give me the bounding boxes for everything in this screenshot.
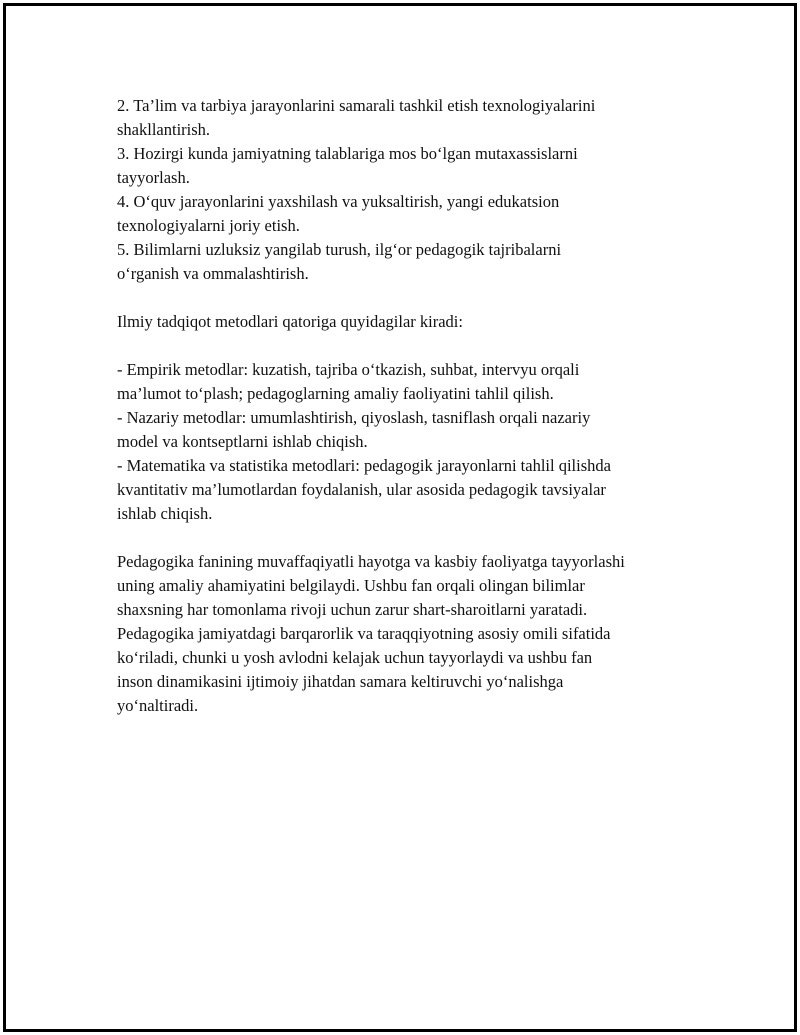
methods-intro: Ilmiy tadqiqot metodlari qatoriga quyidagilar kiradi: xyxy=(117,312,463,331)
method-line: ma’lumot to‘plash; pedagoglarning amaliy faoliyatini tahlil qilish. xyxy=(117,384,554,403)
list-item xyxy=(117,142,717,190)
conclusion-paragraph xyxy=(117,550,717,718)
method-line: ishlab chiqish. xyxy=(117,504,213,523)
method-line: - Nazariy metodlar: umumlashtirish, qiyoslash, tasniflash orqali nazariy xyxy=(117,408,591,427)
list-item-line: 2. Ta’lim va tarbiya jarayonlarini samarali tashkil etish texnologiyalarini xyxy=(117,96,596,115)
conclusion-line: uning amaliy ahamiyatini belgilaydi. Ushbu fan orqali olingan bilimlar xyxy=(117,576,585,595)
conclusion-line: Pedagogika fanining muvaffaqiyatli hayotga va kasbiy faoliyatga tayyorlashi xyxy=(117,552,625,571)
methods-list xyxy=(117,358,717,526)
conclusion-line: ko‘riladi, chunki u yosh avlodni kelajak uchun tayyorlaydi va ushbu fan xyxy=(117,648,593,667)
list-item-line: 4. O‘quv jarayonlarini yaxshilash va yuksaltirish, yangi edukatsion xyxy=(117,192,560,211)
paragraph-spacer xyxy=(117,286,717,310)
list-item xyxy=(117,238,717,286)
method-line: model va kontseptlarni ishlab chiqish. xyxy=(117,432,368,451)
method-line: kvantitativ ma’lumotlardan foydalanish, ular asosida pedagogik tavsiyalar xyxy=(117,480,606,499)
list-item-line: 5. Bilimlarni uzluksiz yangilab turush, ilg‘or pedagogik tajribalarni xyxy=(117,240,562,259)
list-item xyxy=(117,94,717,142)
document-body xyxy=(117,94,717,718)
list-item-line: o‘rganish va ommalashtirish. xyxy=(117,264,309,283)
goals-list xyxy=(117,94,717,286)
method-line: - Matematika va statistika metodlari: pedagogik jarayonlarni tahlil qilishda xyxy=(117,456,611,475)
list-item-line: texnologiyalarni joriy etish. xyxy=(117,216,300,235)
conclusion-line: shaxsning har tomonlama rivoji uchun zarur shart-sharoitlarni yaratadi. xyxy=(117,600,588,619)
list-item-line: shakllantirish. xyxy=(117,120,211,139)
method-line: - Empirik metodlar: kuzatish, tajriba o‘tkazish, suhbat, intervyu orqali xyxy=(117,360,580,379)
conclusion-line: inson dinamikasini ijtimoiy jihatdan samara keltiruvchi yo‘nalishga xyxy=(117,672,564,691)
method-item-theoretical xyxy=(117,406,717,454)
method-item-empirical xyxy=(117,358,717,406)
method-item-statistical xyxy=(117,454,717,526)
list-item-line: tayyorlash. xyxy=(117,168,190,187)
paragraph-spacer xyxy=(117,334,717,358)
paragraph-spacer xyxy=(117,526,717,550)
conclusion-line: Pedagogika jamiyatdagi barqarorlik va taraqqiyotning asosiy omili sifatida xyxy=(117,624,611,643)
conclusion-line: yo‘naltiradi. xyxy=(117,696,199,715)
list-item-line: 3. Hozirgi kunda jamiyatning talablariga mos bo‘lgan mutaxassislarni xyxy=(117,144,578,163)
list-item xyxy=(117,190,717,238)
